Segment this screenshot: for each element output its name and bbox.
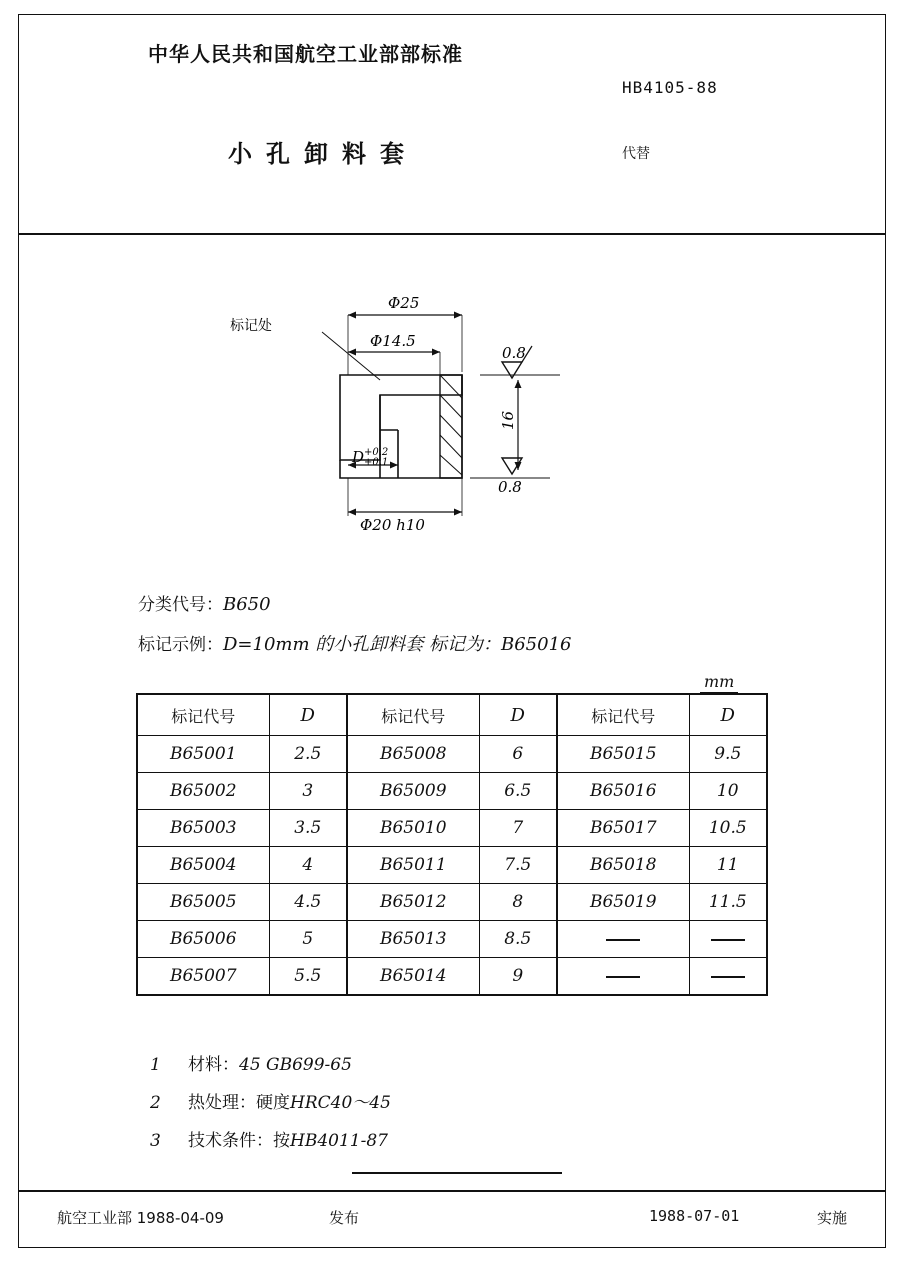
- header-code-1: 标记代号: [137, 694, 269, 736]
- cell-empty: [557, 921, 689, 958]
- cell-code: B65002: [137, 773, 269, 810]
- cell-d: 3: [269, 773, 347, 810]
- cell-code: B65007: [137, 958, 269, 996]
- document-title: 小孔卸料套: [228, 140, 418, 168]
- cell-code: B65003: [137, 810, 269, 847]
- standard-code: HB4105-88: [622, 78, 718, 97]
- cell-d: 7.5: [479, 847, 557, 884]
- cell-code: B65004: [137, 847, 269, 884]
- cell-d: 3.5: [269, 810, 347, 847]
- cell-code: B65008: [347, 736, 479, 773]
- cell-d: 4.5: [269, 884, 347, 921]
- cell-d: 11: [689, 847, 767, 884]
- cell-code: B65019: [557, 884, 689, 921]
- note-label: 热处理：硬度: [188, 1093, 290, 1113]
- marking-example-row: [138, 628, 572, 662]
- header-d-2: D: [479, 694, 557, 736]
- designation-table: [136, 693, 768, 996]
- cell-d: 8.5: [479, 921, 557, 958]
- cell-code: B65018: [557, 847, 689, 884]
- note-value: 45 GB699-65: [239, 1055, 352, 1075]
- cell-empty: [557, 958, 689, 996]
- cell-code: B65014: [347, 958, 479, 996]
- cell-code: B65001: [137, 736, 269, 773]
- cell-code: B65010: [347, 810, 479, 847]
- header-d-3: D: [689, 694, 767, 736]
- table-row: [137, 847, 767, 884]
- cell-code: B65012: [347, 884, 479, 921]
- cell-d: 11.5: [689, 884, 767, 921]
- cell-code: B65005: [137, 884, 269, 921]
- footer-effective-date: 1988-07-01: [649, 1207, 740, 1225]
- cell-d: 5: [269, 921, 347, 958]
- leader-label-text: 标记处: [230, 318, 272, 334]
- note-item: [150, 1084, 391, 1122]
- note-number: 2: [150, 1093, 161, 1113]
- footer-effective-word: 实施: [817, 1209, 848, 1227]
- cell-d: 8: [479, 884, 557, 921]
- table-row: [137, 958, 767, 996]
- cell-empty: [689, 921, 767, 958]
- cell-code: B65013: [347, 921, 479, 958]
- cell-code: B65009: [347, 773, 479, 810]
- dim-outer-flange-text: Φ25: [388, 294, 420, 312]
- note-label: 技术条件：按: [188, 1131, 290, 1151]
- cell-d: 5.5: [269, 958, 347, 996]
- marking-example-value: D=10mm 的小孔卸料套 标记为：B65016: [223, 634, 572, 655]
- technical-drawing: [230, 280, 660, 550]
- note-value: HRC40～45: [290, 1093, 391, 1113]
- cell-d: 10: [689, 773, 767, 810]
- table-row: [137, 773, 767, 810]
- classification-code-row: [138, 588, 572, 622]
- organization-title: 中华人民共和国航空工业部部标准: [148, 42, 463, 66]
- cell-d: 9.5: [689, 736, 767, 773]
- table-header-row: [137, 694, 767, 736]
- table-unit-label: mm: [700, 672, 738, 693]
- note-label: 材料：: [188, 1055, 239, 1075]
- cell-d: 10.5: [689, 810, 767, 847]
- note-value: HB4011-87: [290, 1131, 388, 1151]
- header-divider: [19, 233, 885, 235]
- roughness-bottom-text: 0.8: [498, 478, 522, 496]
- cell-code: B65011: [347, 847, 479, 884]
- cell-code: B65015: [557, 736, 689, 773]
- note-item: [150, 1122, 391, 1160]
- header-d-1: D: [269, 694, 347, 736]
- note-number: 3: [150, 1131, 161, 1151]
- footer-divider: [19, 1190, 885, 1192]
- cell-code: B65006: [137, 921, 269, 958]
- marking-example-label: 标记示例：: [138, 635, 223, 655]
- cell-d: 2.5: [269, 736, 347, 773]
- table-row: [137, 884, 767, 921]
- dim-d-text: D: [352, 448, 365, 466]
- classification-code-label: 分类代号：: [138, 595, 223, 615]
- dim-d-tol-lower-text: +0.1: [364, 457, 389, 468]
- table-row: [137, 810, 767, 847]
- replaces-label: 代替: [622, 146, 650, 162]
- cell-d: 6: [479, 736, 557, 773]
- cell-code: B65017: [557, 810, 689, 847]
- cell-d: 7: [479, 810, 557, 847]
- cell-d: 6.5: [479, 773, 557, 810]
- page-footer: [19, 1198, 885, 1246]
- note-item: [150, 1046, 391, 1084]
- header-code-2: 标记代号: [347, 694, 479, 736]
- cell-d: 9: [479, 958, 557, 996]
- roughness-top-text: 0.8: [502, 344, 526, 362]
- dim-d-tol-upper-text: +0.2: [364, 447, 389, 458]
- table-row: [137, 921, 767, 958]
- cell-d: 4: [269, 847, 347, 884]
- classification-code-value: B650: [223, 594, 271, 615]
- footer-issue-word: 发布: [329, 1209, 360, 1227]
- footer-issuer: 航空工业部 1988-04-09: [57, 1209, 224, 1227]
- dim-height-text: 16: [499, 410, 517, 430]
- notes-underline: [352, 1172, 562, 1174]
- dim-body-text: Φ20 h10: [360, 516, 425, 534]
- cell-code: B65016: [557, 773, 689, 810]
- header-code-3: 标记代号: [557, 694, 689, 736]
- dim-inner-bore-text: Φ14.5: [370, 332, 416, 350]
- classification-block: [138, 588, 572, 668]
- note-number: 1: [150, 1055, 161, 1075]
- table-row: [137, 736, 767, 773]
- cell-empty: [689, 958, 767, 996]
- notes-block: [150, 1046, 391, 1160]
